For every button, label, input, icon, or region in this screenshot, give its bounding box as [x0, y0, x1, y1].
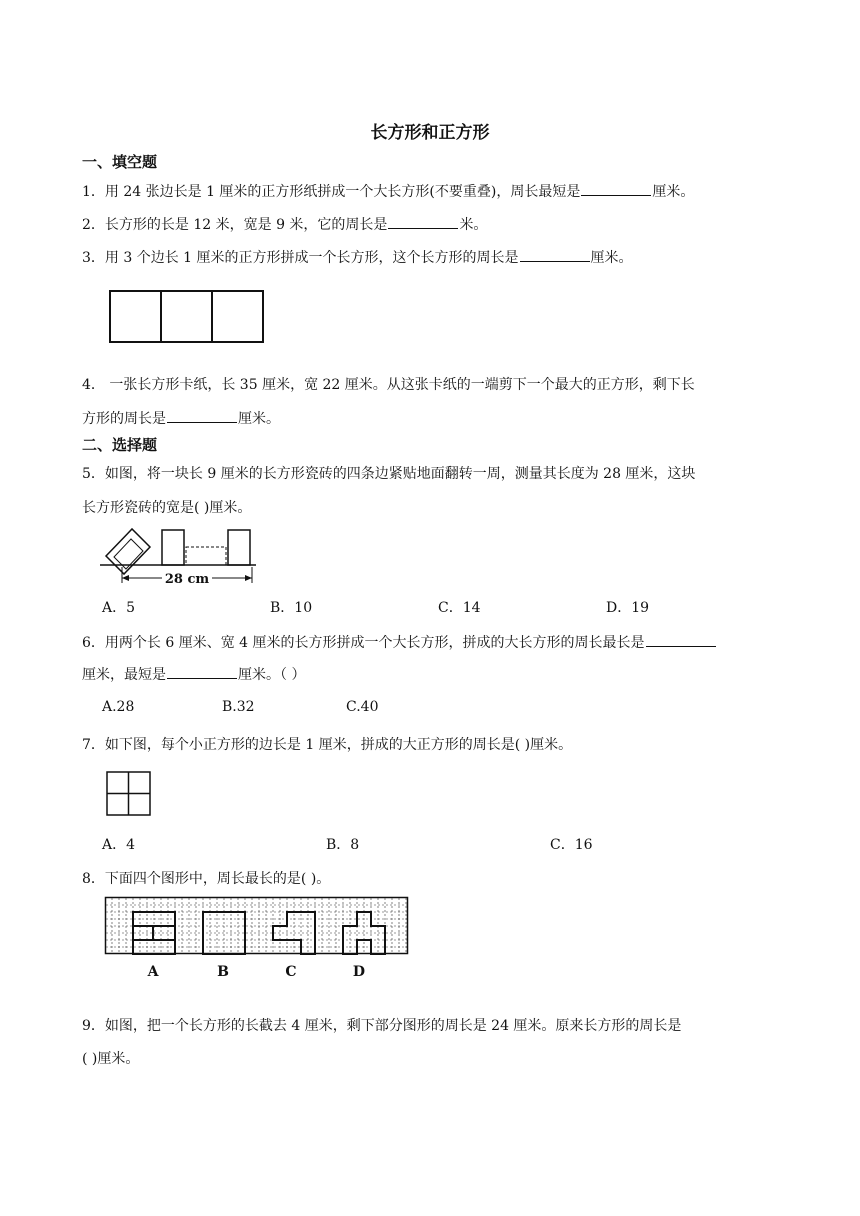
question-6-line-1 [82, 632, 717, 652]
question-9-line-1: 9．如图，把一个长方形的长截去 4 厘米，剩下部分图形的周长是 24 厘米。原来长方形的周长是 [82, 1018, 682, 1034]
shape-label-c[interactable]: C [285, 964, 297, 980]
rolling-tile-figure [100, 525, 260, 591]
answer-blank[interactable] [388, 214, 458, 229]
question-6-unit: 厘米。（ ） [238, 667, 306, 683]
section-heading-fill-in: 一、填空题 [82, 153, 158, 171]
question-9-line-2: ( )厘米。 [82, 1051, 140, 1067]
question-4-line-1: 4． 一张长方形卡纸，长 35 厘米，宽 22 厘米。从这张卡纸的一端剪下一个最大的正方形，剩下长 [82, 377, 695, 393]
option-a[interactable]: A．4 [102, 837, 136, 853]
option-b[interactable]: B．8 [326, 837, 360, 853]
option-a[interactable]: A．5 [102, 600, 136, 616]
question-4-unit: 厘米。 [238, 411, 280, 427]
shape-label-d[interactable]: D [352, 964, 366, 980]
measure-label: 28 cm [164, 572, 210, 587]
question-3 [82, 247, 633, 267]
question-8: 8．下面四个图形中，周长最长的是( )。 [82, 871, 331, 887]
section-heading-choice: 二、选择题 [82, 436, 158, 454]
two-by-two-grid-figure [106, 771, 152, 817]
option-c[interactable]: C．14 [438, 600, 481, 616]
question-6-text-2: 厘米，最短是 [82, 667, 166, 683]
four-shapes-grid-figure [105, 897, 409, 983]
question-1-unit: 厘米。 [652, 184, 695, 200]
question-4-text: 方形的周长是 [82, 411, 166, 427]
question-4-line-2 [82, 408, 280, 428]
answer-blank[interactable] [581, 181, 651, 196]
question-5-line-2: 长方形瓷砖的宽是( )厘米。 [82, 500, 252, 516]
question-3-text: 3．用 3 个边长 1 厘米的正方形拼成一个长方形，这个长方形的周长是 [82, 250, 519, 266]
three-squares-figure [109, 290, 265, 344]
question-3-unit: 厘米。 [590, 250, 633, 266]
option-c[interactable]: C．16 [550, 837, 593, 853]
page-title: 长方形和正方形 [370, 123, 490, 143]
shape-label-a[interactable]: A [147, 964, 159, 980]
question-2 [82, 214, 487, 234]
option-c[interactable]: C.40 [346, 699, 379, 715]
question-6-line-2 [82, 664, 305, 684]
answer-blank[interactable] [167, 408, 237, 423]
option-b[interactable]: B．10 [270, 600, 313, 616]
question-2-text: 2．长方形的长是 12 米，宽是 9 米，它的周长是 [82, 217, 388, 233]
option-d[interactable]: D．19 [606, 600, 650, 616]
option-b[interactable]: B.32 [222, 699, 255, 715]
question-1-text: 1．用 24 张边长是 1 厘米的正方形纸拼成一个大长方形(不要重叠)，周长最短是 [82, 184, 581, 200]
question-5-line-1: 5．如图，将一块长 9 厘米的长方形瓷砖的四条边紧贴地面翻转一周，测量其长度为 28 厘米，这块 [82, 466, 696, 482]
option-a[interactable]: A.28 [102, 699, 135, 715]
shape-label-b[interactable]: B [217, 964, 229, 980]
question-7: 7．如下图，每个小正方形的边长是 1 厘米，拼成的大正方形的周长是( )厘米。 [82, 737, 573, 753]
answer-blank[interactable] [646, 632, 716, 647]
answer-blank[interactable] [520, 247, 590, 262]
question-6-text: 6．用两个长 6 厘米、宽 4 厘米的长方形拼成一个大长方形，拼成的大长方形的周长最长是 [82, 635, 645, 651]
question-1 [82, 181, 694, 201]
question-2-unit: 米。 [459, 217, 488, 233]
answer-blank[interactable] [167, 664, 237, 679]
